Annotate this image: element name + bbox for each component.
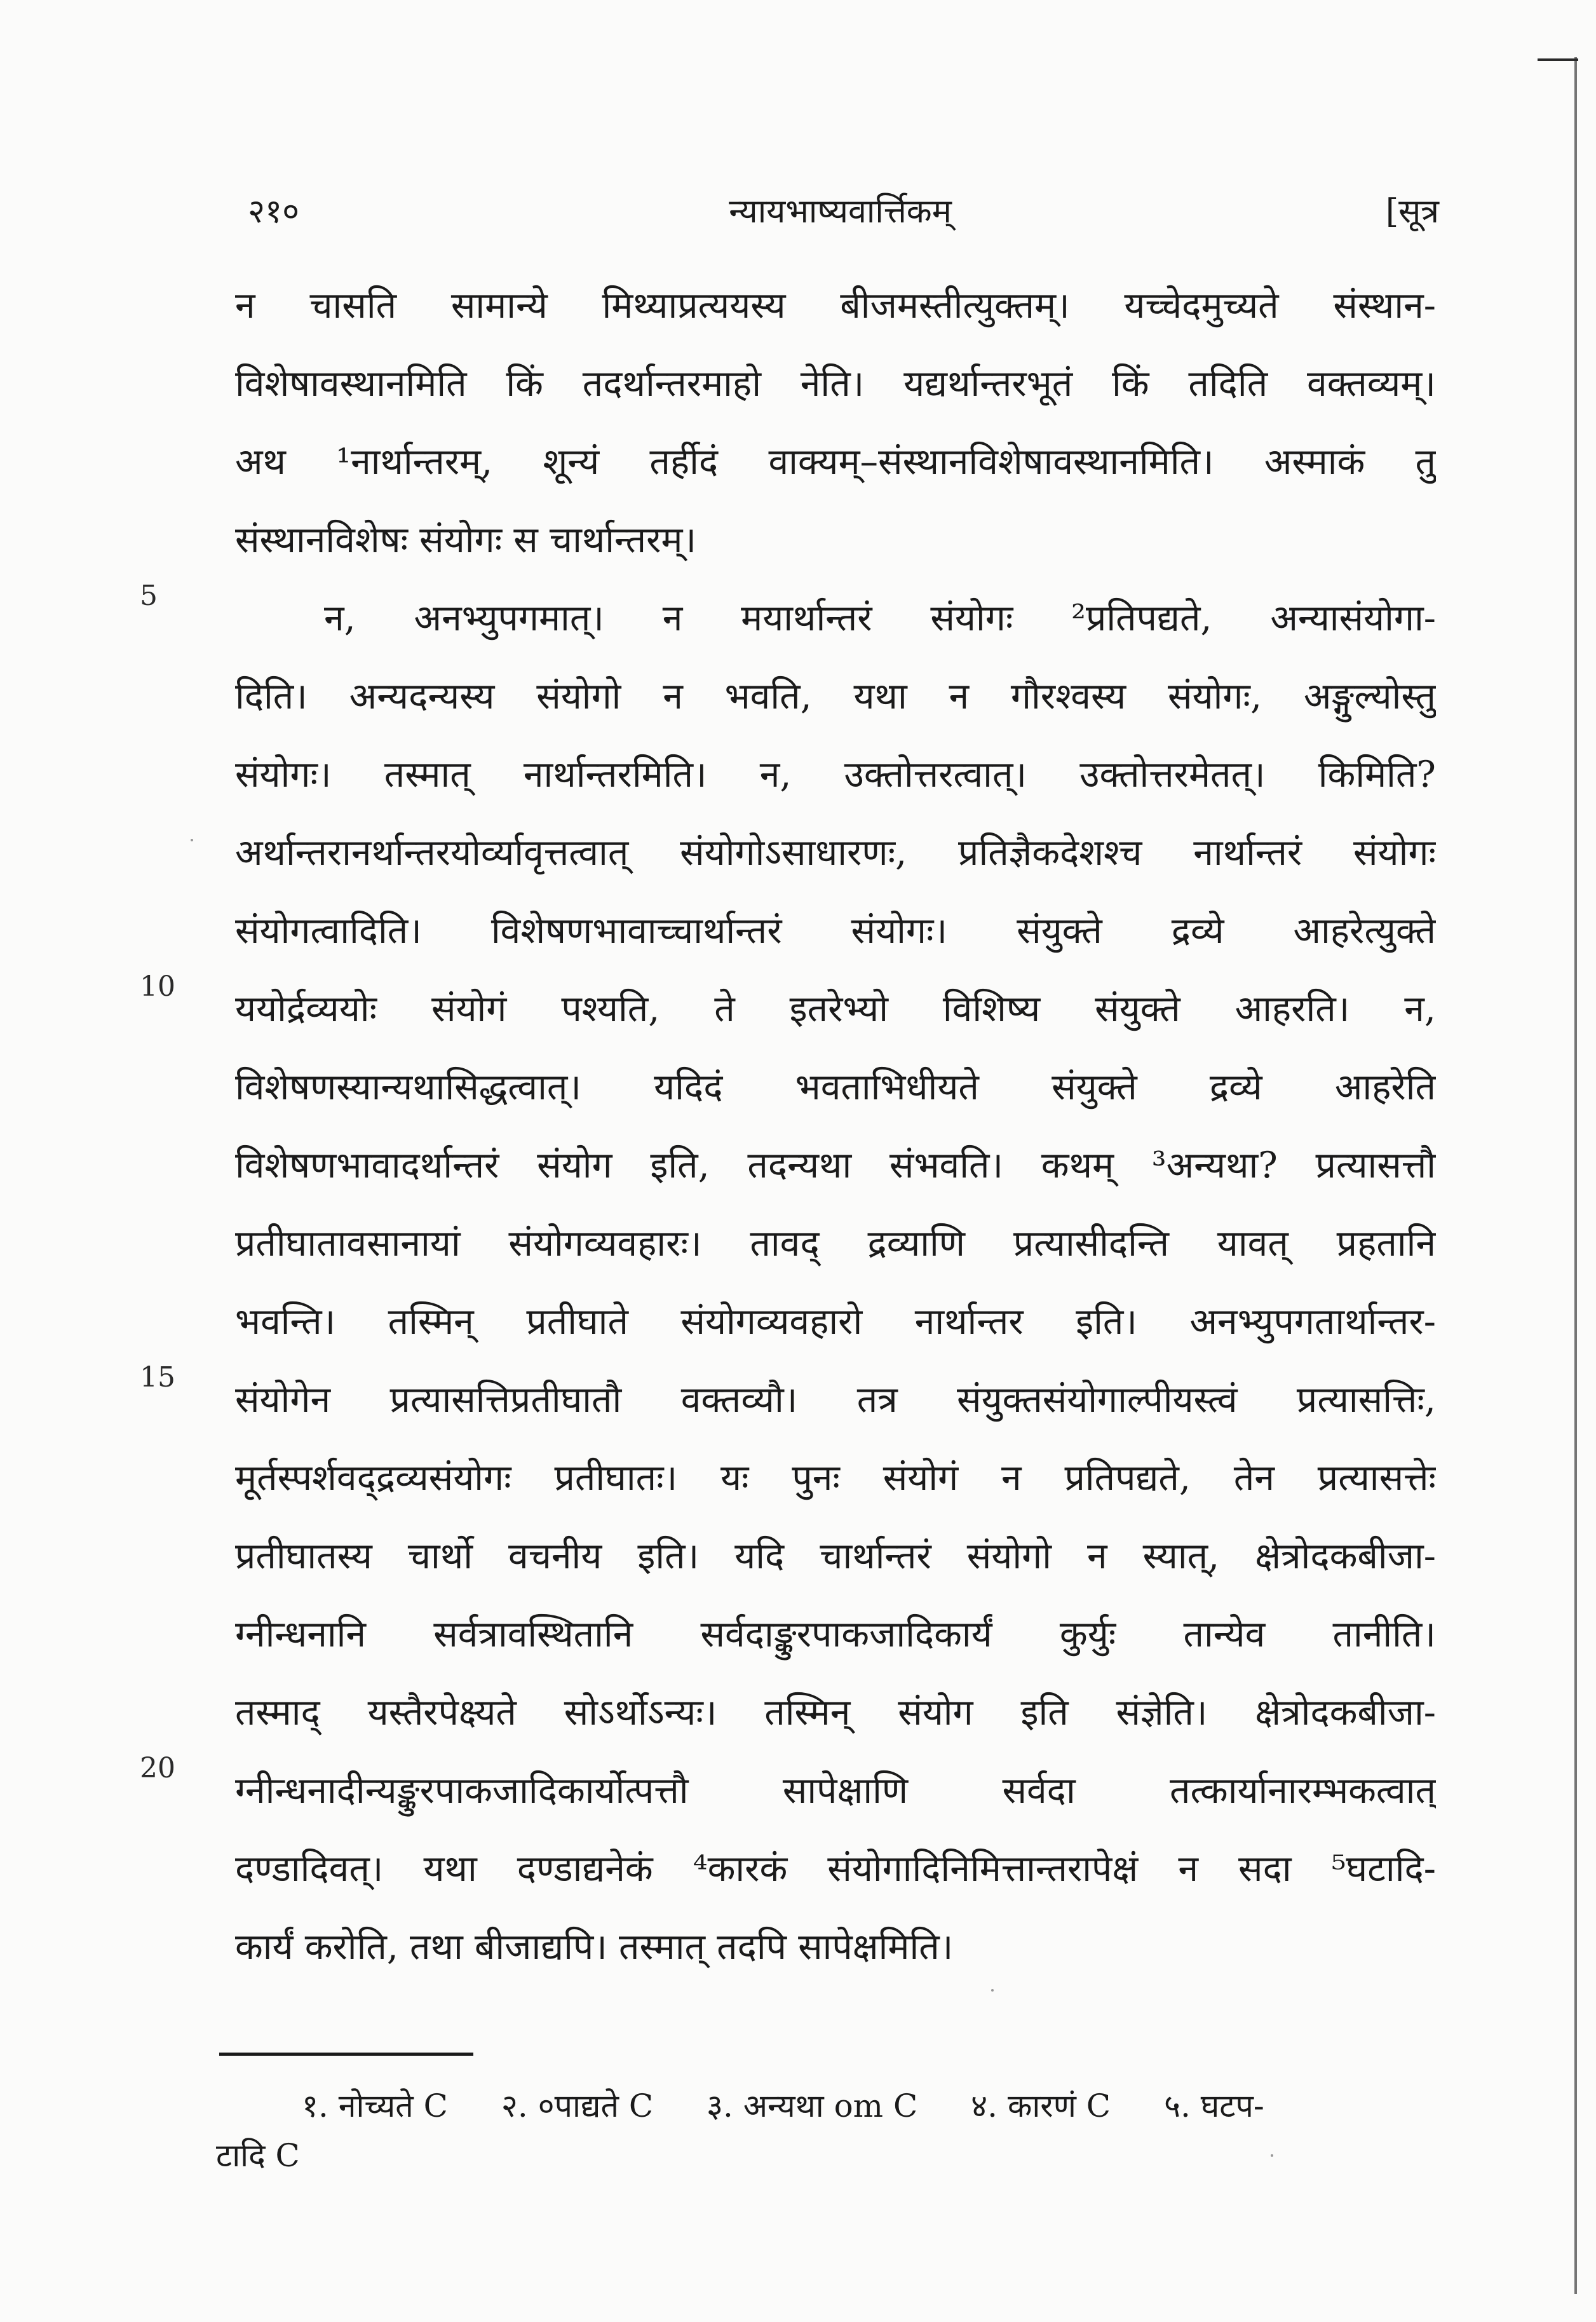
text-line: मूर्तस्पर्शवद्द्रव्यसंयोगः प्रतीघातः। यः पुनः संयोगं न प्रतिपद्यते, तेन प्रत्यासत्तेः <box>235 1457 1436 1499</box>
text-line: संयोगः। तस्मात् नार्थान्तरमिति। न, उक्तोत्तरत्वात्। उक्तोत्तरमेतत्। किमिति? <box>235 754 1436 796</box>
footnote-rule <box>219 2053 473 2056</box>
page-number: २१० <box>248 193 300 231</box>
text-line: ययोर्द्रव्ययोः संयोगं पश्यति, ते इतरेभ्यो विशिष्य संयुक्ते आहरति। न, <box>235 988 1436 1030</box>
paper-speck <box>191 839 193 841</box>
line-number-20: 20 <box>140 1752 175 1784</box>
footnote-3: ३. अन्यथा om C <box>707 2088 918 2124</box>
text-line: कार्यं करोति, तथा बीजाद्यपि। तस्मात् तदपि सापेक्षमिति। <box>235 1926 954 1968</box>
text-line: विशेषावस्थानमिति किं तदर्थान्तरमाहो नेति। यद्यर्थान्तरभूतं किं तदिति वक्तव्यम्। <box>235 363 1436 405</box>
text-line: ग्नीन्धनानि सर्वत्रावस्थितानि सर्वदाङ्कुरपाकजादिकार्यं कुर्युः तान्येव तानीति। <box>235 1613 1436 1655</box>
text-line: विशेषणस्यान्यथासिद्धत्वात्। यदिदं भवताभिधीयते संयुक्ते द्रव्ये आहरेति <box>235 1066 1436 1108</box>
footnote-1: १. नोच्यते C <box>302 2088 448 2124</box>
line-number-10: 10 <box>140 970 175 1003</box>
text-line: संस्थानविशेषः संयोगः स चार्थान्तरम्। <box>235 519 697 561</box>
footnote-5: ५. घटप- <box>1163 2088 1264 2124</box>
page-edge-tick <box>1538 58 1578 61</box>
footnotes <box>216 2081 1436 2180</box>
text-line: दण्डादिवत्। यथा दण्डाद्यनेकं ⁴कारकं संयोगादिनिमित्तान्तरापेक्षं न सदा ⁵घटादि- <box>235 1848 1436 1890</box>
footnote-5-continuation: टादि C <box>216 2137 300 2174</box>
text-line: विशेषणभावादर्थान्तरं संयोग इति, तदन्यथा संभवति। कथम् ³अन्यथा? प्रत्यासत्तौ <box>235 1144 1436 1186</box>
text-line: अथ ¹नार्थान्तरम्, शून्यं तर्हीदं वाक्यम्–संस्थानविशेषावस्थानमिति। अस्माकं तु <box>235 441 1436 483</box>
text-line: दिति। अन्यदन्यस्य संयोगो न भवति, यथा न गौरश्वस्य संयोगः, अङ्गुल्योस्तु <box>235 676 1436 717</box>
paper-speck <box>1271 2154 1273 2157</box>
page-header <box>241 187 1439 238</box>
text-line: ग्नीन्धनादीन्यङ्कुरपाकजादिकार्योत्पत्तौ सापेक्षाणि सर्वदा तत्कार्यानारम्भकत्वात् <box>235 1770 1436 1812</box>
text-line: न, अनभ्युपगमात्। न मयार्थान्तरं संयोगः ²प्रतिपद्यते, अन्यासंयोगा- <box>324 597 1436 639</box>
paper-speck <box>991 1989 994 1992</box>
text-line: न चासति सामान्ये मिथ्याप्रत्ययस्य बीजमस्तीत्युक्तम्। यच्चेदमुच्यते संस्थान- <box>235 285 1436 327</box>
section-label: [सूत्र <box>1385 193 1439 231</box>
text-line: प्रतीघातस्य चार्थो वचनीय इति। यदि चार्थान्तरं संयोगो न स्यात्, क्षेत्रोदकबीजा- <box>235 1535 1436 1577</box>
footnote-4: ४. कारणं C <box>971 2088 1111 2124</box>
text-line: भवन्ति। तस्मिन् प्रतीघाते संयोगव्यवहारो नार्थान्तर इति। अनभ्युपगतार्थान्तर- <box>235 1301 1436 1343</box>
footnote-2: २. ०पाद्यते C <box>501 2088 654 2124</box>
running-title: न्यायभाष्यवार्त्तिकम् <box>729 193 952 231</box>
footnote-row <box>216 2081 1436 2131</box>
page-edge-line <box>1574 57 1577 2294</box>
text-line: प्रतीघातावसानायां संयोगव्यवहारः। तावद् द्रव्याणि प्रत्यासीदन्ति यावत् प्रहतानि <box>235 1223 1436 1265</box>
line-number-5: 5 <box>140 580 158 612</box>
text-line: तस्माद् यस्तैरपेक्ष्यते सोऽर्थोऽन्यः। तस्मिन् संयोग इति संज्ञेति। क्षेत्रोदकबीजा- <box>235 1692 1436 1734</box>
text-line: संयोगेन प्रत्यासत्तिप्रतीघातौ वक्तव्यौ। तत्र संयुक्तसंयोगाल्पीयस्त्वं प्रत्यासत्तिः, <box>235 1379 1436 1421</box>
text-line: संयोगत्वादिति। विशेषणभावाच्चार्थान्तरं संयोगः। संयुक्ते द्रव्ये आहरेत्युक्ते <box>235 910 1436 952</box>
line-number-15: 15 <box>140 1361 175 1394</box>
body-text <box>235 267 1436 1986</box>
text-line: अर्थान्तरानर्थान्तरयोर्व्यावृत्तत्वात् संयोगोऽसाधारणः, प्रतिज्ञैकदेशश्च नार्थान्तरं संयोगः <box>235 832 1436 874</box>
